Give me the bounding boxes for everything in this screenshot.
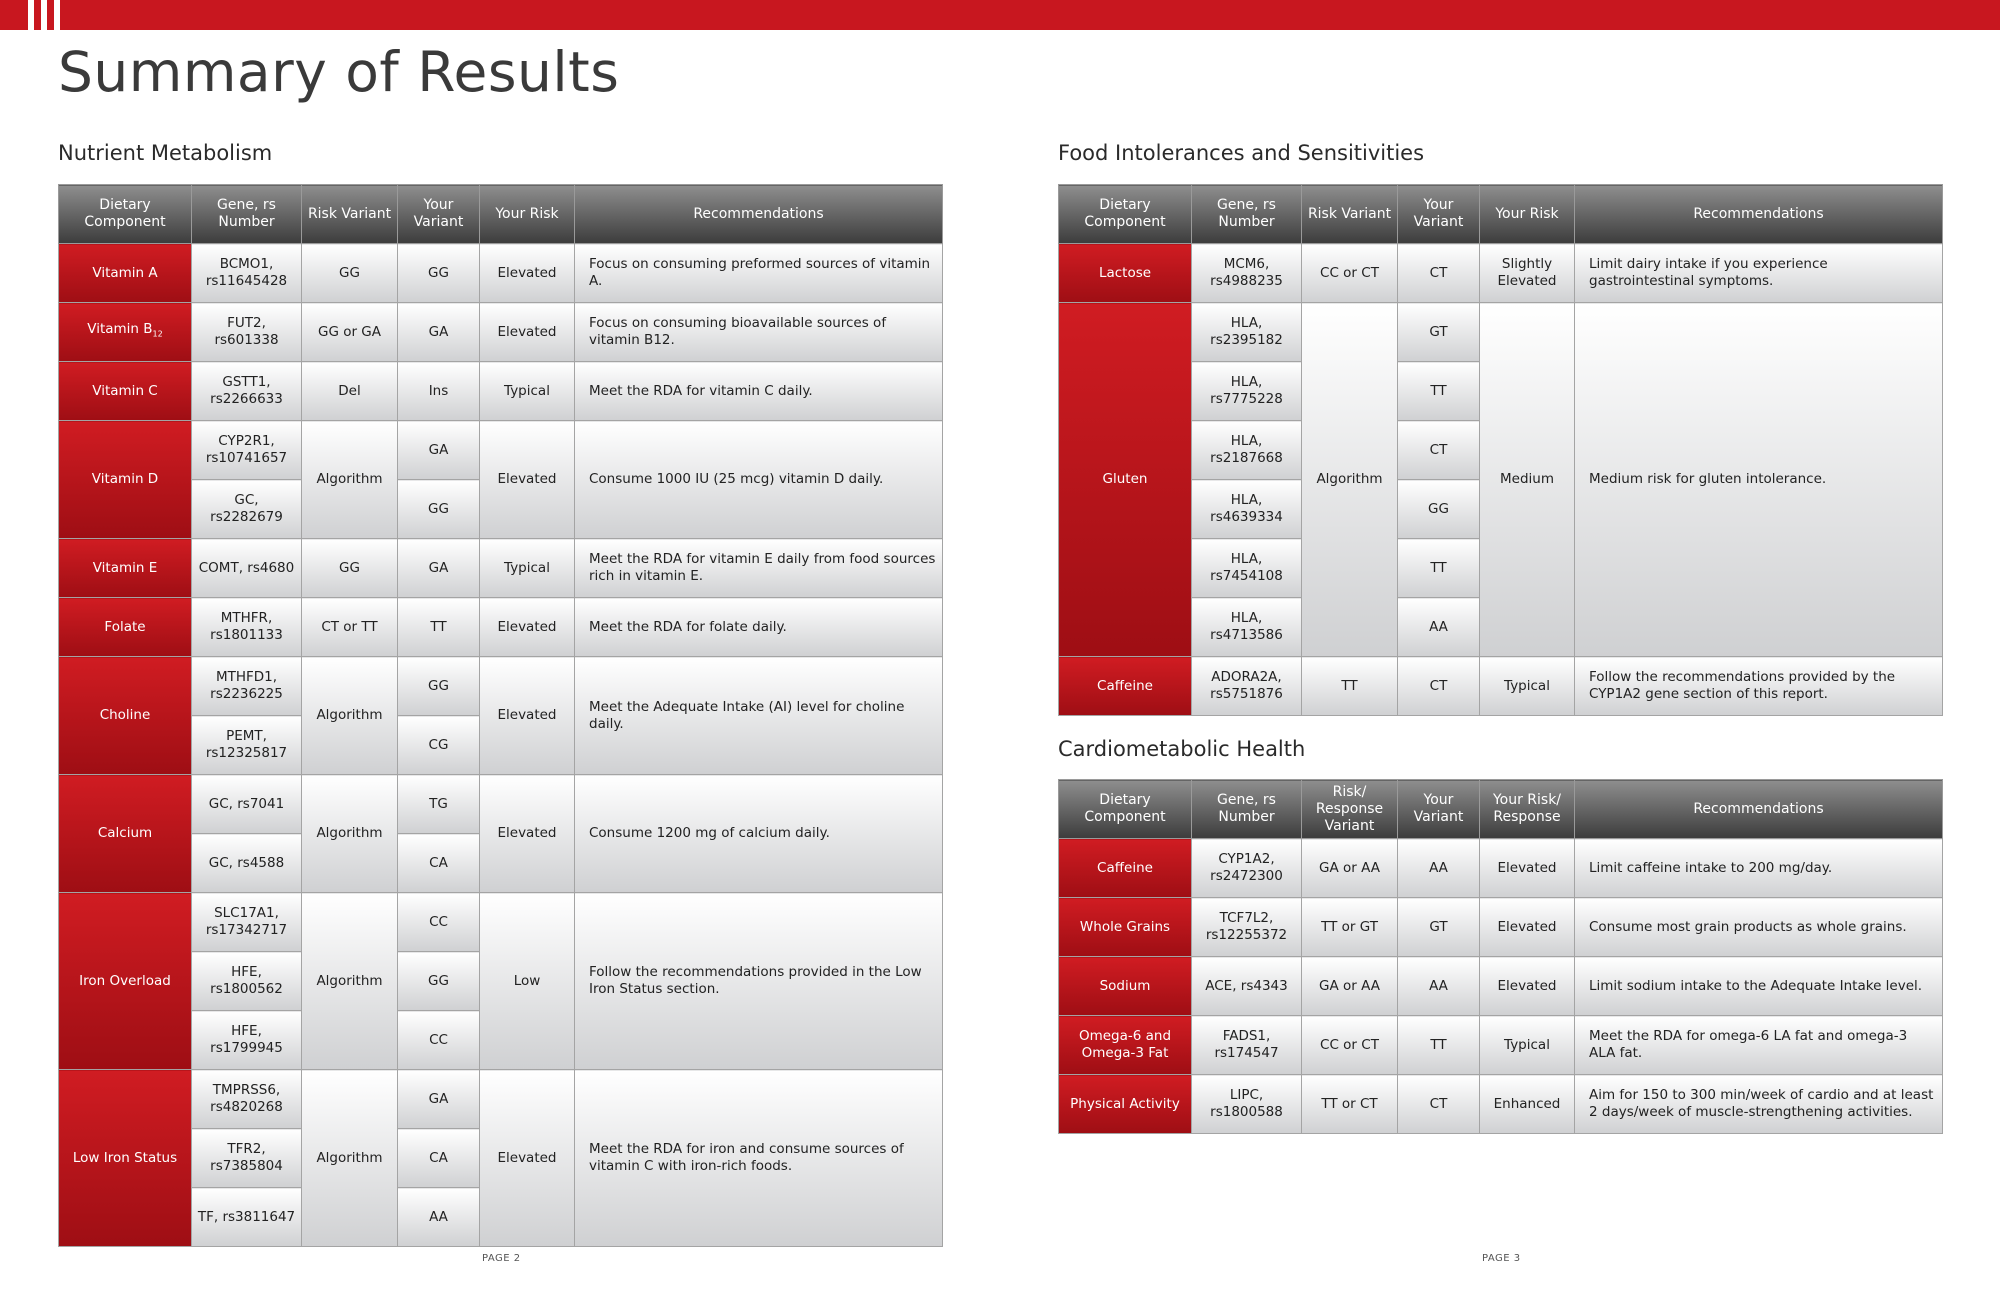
gene-rs-number: GC, rs2282679 [192,480,302,539]
gene-rs-number: GC, rs7041 [192,775,302,834]
component-label: Sodium [1099,977,1151,994]
column-header: Gene, rs Number [1192,780,1302,839]
risk-variant: Algorithm [302,1070,398,1247]
gene-rs-number: CYP1A2, rs2472300 [1192,839,1302,898]
risk-variant: GA or AA [1302,839,1398,898]
section-title-nutrient: Nutrient Metabolism [58,141,273,165]
column-header: Your Risk [1480,185,1575,244]
column-header: Recommendations [1575,780,1943,839]
brand-stripe [28,0,34,30]
gene-rs-number: BCMO1, rs11645428 [192,244,302,303]
table-row [59,421,943,480]
cardio-table [1058,779,1943,1134]
dietary-component [1059,657,1192,716]
component-label: Lactose [1098,264,1152,281]
column-header: Your Variant [1398,780,1480,839]
component-label: Caffeine [1097,677,1153,694]
column-header: Your Risk/ Response [1480,780,1575,839]
your-variant: TT [1398,1016,1480,1075]
page-number-left: PAGE 2 [482,1253,521,1264]
gene-rs-number: FUT2, rs601338 [192,303,302,362]
your-variant: GG [398,657,480,716]
gene-rs-number: HLA, rs2187668 [1192,421,1302,480]
risk-variant: CC or CT [1302,244,1398,303]
your-risk: Elevated [480,775,575,893]
gene-rs-number: HLA, rs4639334 [1192,480,1302,539]
risk-variant: CC or CT [1302,1016,1398,1075]
recommendation: Limit dairy intake if you experience gastrointestinal symptoms. [1575,244,1943,303]
your-variant: CA [398,834,480,893]
gene-rs-number: MCM6, rs4988235 [1192,244,1302,303]
risk-variant: TT or GT [1302,898,1398,957]
your-variant: TT [1398,362,1480,421]
your-variant: TT [398,598,480,657]
table-row [59,598,943,657]
table-row [59,303,943,362]
your-variant: CC [398,893,480,952]
your-risk: Elevated [480,303,575,362]
dietary-component [59,303,192,362]
dietary-component [1059,1016,1192,1075]
component-label: Physical Activity [1070,1095,1180,1112]
column-header: Your Variant [1398,185,1480,244]
your-variant: CT [1398,421,1480,480]
your-variant: CA [398,1129,480,1188]
dietary-component [1059,839,1192,898]
your-risk: Enhanced [1480,1075,1575,1134]
dietary-component [59,598,192,657]
your-variant: GG [1398,480,1480,539]
gene-rs-number: ADORA2A, rs5751876 [1192,657,1302,716]
component-label: Vitamin A [92,264,158,281]
nutrient-table [58,184,943,1247]
section-title-intolerance: Food Intolerances and Sensitivities [1058,141,1425,165]
risk-variant: Algorithm [302,657,398,775]
component-label: Vitamin E [92,559,158,576]
your-risk: Medium [1480,303,1575,657]
page-title: Summary of Results [58,40,620,104]
component-label: Caffeine [1097,859,1153,876]
recommendation: Meet the Adequate Intake (AI) level for choline daily. [575,657,943,775]
column-header: Your Variant [398,185,480,244]
your-risk: Low [480,893,575,1070]
dietary-component [59,362,192,421]
dietary-component [1059,898,1192,957]
gene-rs-number: TFR2, rs7385804 [192,1129,302,1188]
your-variant: TT [1398,539,1480,598]
your-risk: Typical [480,539,575,598]
recommendation: Consume 1000 IU (25 mcg) vitamin D daily. [575,421,943,539]
column-header: Gene, rs Number [1192,185,1302,244]
gene-rs-number: CYP2R1, rs10741657 [192,421,302,480]
risk-variant: Algorithm [1302,303,1398,657]
component-label: Vitamin C [92,382,158,399]
gene-rs-number: ACE, rs4343 [1192,957,1302,1016]
column-header: Recommendations [1575,185,1943,244]
risk-variant: TT or CT [1302,1075,1398,1134]
risk-variant: Algorithm [302,893,398,1070]
table-row [1059,1075,1943,1134]
your-variant: TG [398,775,480,834]
your-variant: CG [398,716,480,775]
recommendation: Aim for 150 to 300 min/week of cardio and at least 2 days/week of muscle-strengthening activities. [1575,1075,1943,1134]
risk-variant: Algorithm [302,421,398,539]
component-label: Calcium [97,825,153,841]
recommendation: Limit caffeine intake to 200 mg/day. [1575,839,1943,898]
brand-stripe [41,0,47,30]
recommendation: Limit sodium intake to the Adequate Intake level. [1575,957,1943,1016]
risk-variant: GG or GA [302,303,398,362]
dietary-component [1059,1075,1192,1134]
your-variant: Ins [398,362,480,421]
gene-rs-number: HLA, rs7454108 [1192,539,1302,598]
gene-rs-number: HFE, rs1800562 [192,952,302,1011]
dietary-component [59,657,192,775]
your-risk: Elevated [480,244,575,303]
your-risk: Elevated [480,421,575,539]
table-row [59,657,943,716]
dietary-component [59,244,192,303]
table-row [1059,839,1943,898]
component-label: Gluten [1102,471,1148,487]
component-subscript: 12 [152,329,163,339]
brand-stripe [54,0,60,30]
page-number-right: PAGE 3 [1482,1253,1521,1264]
section-title-cardio: Cardiometabolic Health [1058,737,1306,761]
gene-rs-number: TF, rs3811647 [192,1188,302,1247]
column-header: Dietary Component [59,185,192,244]
your-risk: Typical [480,362,575,421]
your-variant: AA [398,1188,480,1247]
component-label: Vitamin B [87,321,153,338]
gene-rs-number: HLA, rs2395182 [1192,303,1302,362]
table-row [59,1070,943,1129]
risk-variant: Algorithm [302,775,398,893]
gene-rs-number: COMT, rs4680 [192,539,302,598]
table-row [59,539,943,598]
table-row [1059,657,1943,716]
gene-rs-number: TCF7L2, rs12255372 [1192,898,1302,957]
dietary-component [59,421,192,539]
your-variant: GG [398,244,480,303]
table-row [1059,303,1943,362]
your-variant: CT [1398,657,1480,716]
gene-rs-number: HLA, rs4713586 [1192,598,1302,657]
column-header: Your Risk [480,185,575,244]
recommendation: Focus on consuming bioavailable sources of vitamin B12. [575,303,943,362]
risk-variant: CT or TT [302,598,398,657]
recommendation: Medium risk for gluten intolerance. [1575,303,1943,657]
your-risk: Typical [1480,657,1575,716]
component-label: Omega-6 and Omega-3 Fat [1078,1028,1172,1061]
column-header: Risk Variant [1302,185,1398,244]
table-row [59,893,943,952]
column-header: Recommendations [575,185,943,244]
risk-variant: GG [302,539,398,598]
gene-rs-number: GC, rs4588 [192,834,302,893]
table-row [1059,957,1943,1016]
gene-rs-number: GSTT1, rs2266633 [192,362,302,421]
gene-rs-number: FADS1, rs174547 [1192,1016,1302,1075]
gene-rs-number: SLC17A1, rs17342717 [192,893,302,952]
table-header-row [1059,780,1943,839]
your-risk: Elevated [1480,839,1575,898]
risk-variant: GA or AA [1302,957,1398,1016]
gene-rs-number: MTHFR, rs1801133 [192,598,302,657]
recommendation: Meet the RDA for iron and consume sources of vitamin C with iron-rich foods. [575,1070,943,1247]
component-label: Vitamin D [91,471,159,487]
table-header-row [59,185,943,244]
your-variant: GG [398,952,480,1011]
column-header: Risk/ Response Variant [1302,780,1398,839]
dietary-component [1059,244,1192,303]
component-label: Whole Grains [1079,918,1171,935]
recommendation: Meet the RDA for folate daily. [575,598,943,657]
recommendation: Follow the recommendations provided by the CYP1A2 gene section of this report. [1575,657,1943,716]
table-row [59,244,943,303]
your-risk: Elevated [480,657,575,775]
intolerance-table [1058,184,1943,716]
your-variant: AA [1398,598,1480,657]
top-brand-bar [0,0,2000,30]
your-risk: Elevated [480,1070,575,1247]
your-variant: GT [1398,898,1480,957]
your-risk: Elevated [480,598,575,657]
recommendation: Consume 1200 mg of calcium daily. [575,775,943,893]
your-risk: Slightly Elevated [1480,244,1575,303]
your-variant: CC [398,1011,480,1070]
your-variant: GG [398,480,480,539]
table-header-row [1059,185,1943,244]
your-variant: CT [1398,1075,1480,1134]
component-label: Choline [99,707,151,723]
column-header: Dietary Component [1059,185,1192,244]
recommendation: Meet the RDA for vitamin C daily. [575,362,943,421]
table-row [1059,1016,1943,1075]
table-row [1059,898,1943,957]
risk-variant: Del [302,362,398,421]
your-variant: GT [1398,303,1480,362]
component-label: Iron Overload [79,972,171,989]
table-row [1059,244,1943,303]
recommendation: Consume most grain products as whole grains. [1575,898,1943,957]
component-label: Low Iron Status [72,1149,178,1166]
gene-rs-number: TMPRSS6, rs4820268 [192,1070,302,1129]
dietary-component [59,539,192,598]
your-variant: GA [398,1070,480,1129]
gene-rs-number: HFE, rs1799945 [192,1011,302,1070]
dietary-component [59,893,192,1070]
dietary-component [59,1070,192,1247]
recommendation: Follow the recommendations provided in the Low Iron Status section. [575,893,943,1070]
dietary-component [59,775,192,893]
column-header: Risk Variant [302,185,398,244]
your-variant: GA [398,539,480,598]
gene-rs-number: MTHFD1, rs2236225 [192,657,302,716]
column-header: Gene, rs Number [192,185,302,244]
recommendation: Meet the RDA for vitamin E daily from food sources rich in vitamin E. [575,539,943,598]
your-risk: Elevated [1480,898,1575,957]
component-label: Folate [104,618,146,635]
your-risk: Typical [1480,1016,1575,1075]
column-header: Dietary Component [1059,780,1192,839]
your-variant: CT [1398,244,1480,303]
your-variant: AA [1398,839,1480,898]
table-row [59,362,943,421]
your-risk: Elevated [1480,957,1575,1016]
gene-rs-number: PEMT, rs12325817 [192,716,302,775]
risk-variant: GG [302,244,398,303]
gene-rs-number: HLA, rs7775228 [1192,362,1302,421]
dietary-component [1059,957,1192,1016]
your-variant: AA [1398,957,1480,1016]
table-row [59,775,943,834]
recommendation: Focus on consuming preformed sources of vitamin A. [575,244,943,303]
gene-rs-number: LIPC, rs1800588 [1192,1075,1302,1134]
risk-variant: TT [1302,657,1398,716]
recommendation: Meet the RDA for omega-6 LA fat and omega-3 ALA fat. [1575,1016,1943,1075]
dietary-component [1059,303,1192,657]
your-variant: GA [398,421,480,480]
your-variant: GA [398,303,480,362]
